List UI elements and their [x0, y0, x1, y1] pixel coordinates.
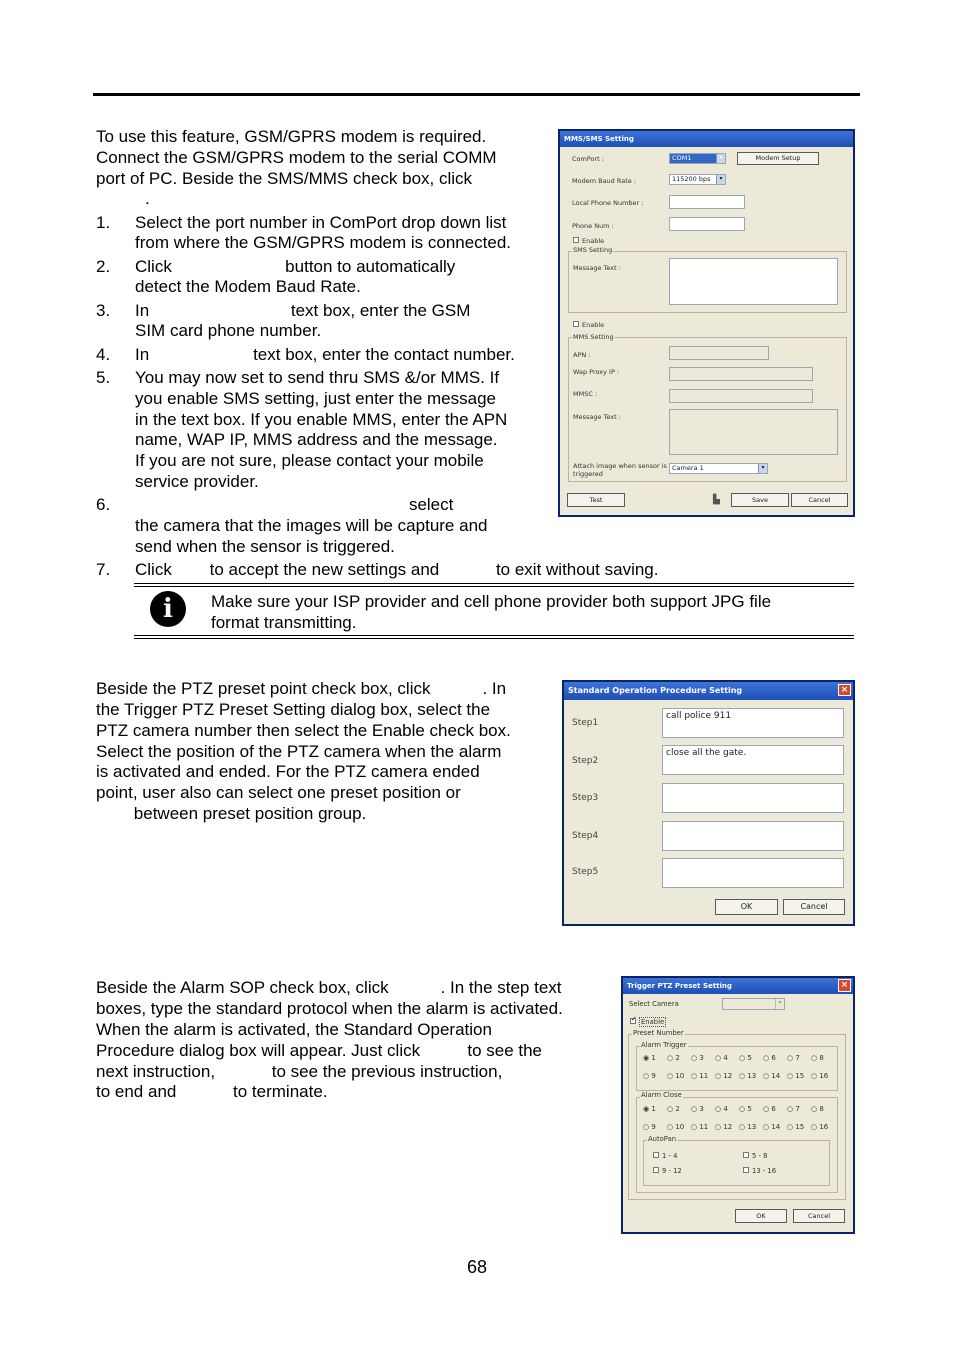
camera-value: Camera 1 — [672, 464, 704, 472]
preset-radio[interactable] — [787, 1123, 804, 1131]
preset-radio[interactable] — [715, 1123, 732, 1131]
wap-proxy-input[interactable] — [669, 367, 813, 381]
step-line: you enable SMS setting, just enter the message — [135, 389, 496, 408]
step-label: Step3 — [572, 793, 599, 803]
comport-select[interactable] — [669, 153, 726, 164]
preset-radio[interactable] — [667, 1123, 684, 1131]
radio-label: 2 — [675, 1054, 680, 1062]
paragraph-line: next instruction, to see the previous instruction, — [96, 1062, 503, 1081]
preset-radio[interactable] — [667, 1054, 680, 1062]
radio-icon: ○ — [763, 1054, 772, 1062]
radio-icon: ○ — [763, 1072, 772, 1080]
step-line: SIM card phone number. — [135, 321, 322, 340]
step-line: service provider. — [135, 472, 259, 491]
autopan-checkbox[interactable] — [653, 1167, 659, 1173]
radio-label: 7 — [795, 1054, 800, 1062]
dialog-title: MMS/SMS Setting — [560, 131, 853, 147]
camera-select[interactable] — [669, 463, 768, 474]
preset-radio[interactable] — [691, 1072, 708, 1080]
select-camera-label: Select Camera — [629, 1000, 679, 1008]
step-line: from where the GSM/GPRS modem is connected. — [135, 233, 512, 252]
attach-label: Attach image when sensor is — [573, 462, 667, 470]
close-icon[interactable]: × — [838, 979, 851, 992]
preset-radio[interactable] — [739, 1123, 756, 1131]
radio-icon: ○ — [739, 1054, 748, 1062]
step-input[interactable]: call police 911 — [662, 708, 844, 738]
radio-label: 6 — [771, 1105, 776, 1113]
paragraph-line: point, user also can select one preset position or — [96, 783, 461, 802]
comport-label: ComPort : — [572, 155, 604, 163]
radio-icon: ○ — [739, 1105, 748, 1113]
radio-label: 16 — [819, 1072, 829, 1080]
radio-icon: ○ — [811, 1054, 820, 1062]
preset-radio[interactable] — [715, 1105, 728, 1113]
preset-radio[interactable] — [643, 1054, 656, 1062]
step-line: send when the sensor is triggered. — [135, 537, 395, 556]
note-rule-top-inner — [134, 586, 854, 587]
autopan-label: AutoPan — [648, 1135, 677, 1143]
intro-line: port of PC. Beside the SMS/MMS check box, click — [96, 169, 473, 188]
step-line: Select the port number in ComPort drop down list — [135, 213, 507, 232]
radio-icon: ○ — [667, 1105, 676, 1113]
local-phone-label: Local Phone Number : — [572, 199, 644, 207]
radio-icon: ○ — [643, 1072, 652, 1080]
step-line: name, WAP IP, MMS address and the message. — [135, 430, 498, 449]
step-line: select — [135, 495, 454, 514]
radio-label: 15 — [795, 1072, 805, 1080]
check-icon: ✓ — [631, 1015, 637, 1023]
chevron-down-icon: ▾ — [716, 154, 725, 163]
modem-setup-button[interactable]: Modem Setup — [737, 152, 819, 165]
note-line: format transmitting. — [211, 613, 357, 632]
info-icon: i — [150, 591, 186, 627]
radio-label: 3 — [699, 1105, 704, 1113]
step-label: Step1 — [572, 718, 599, 728]
autopan-group — [643, 1140, 830, 1186]
note-rule-bottom-inner — [134, 638, 854, 639]
preset-radio[interactable] — [715, 1072, 732, 1080]
note-rule-bottom — [134, 635, 854, 636]
step-number: 7. — [96, 560, 111, 579]
preset-radio[interactable] — [811, 1072, 828, 1080]
preset-radio[interactable] — [739, 1054, 752, 1062]
radio-icon: ○ — [787, 1105, 796, 1113]
cancel-button[interactable]: Cancel — [783, 899, 845, 915]
step-line: In text box, enter the contact number. — [135, 345, 515, 364]
sms-message-textarea[interactable] — [669, 258, 838, 305]
mms-enable-checkbox[interactable] — [573, 321, 579, 327]
radio-icon: ○ — [667, 1123, 676, 1131]
step-line: If you are not sure, please contact your mobile — [135, 451, 484, 470]
step-line: detect the Modem Baud Rate. — [135, 277, 361, 296]
radio-label: 12 — [723, 1123, 733, 1131]
preset-radio[interactable] — [715, 1054, 728, 1062]
preset-radio[interactable] — [811, 1105, 824, 1113]
radio-label: 13 — [747, 1072, 757, 1080]
radio-icon: ○ — [691, 1054, 700, 1062]
radio-label: 5 — [747, 1054, 752, 1062]
paragraph-line: PTZ camera number then select the Enable check box. — [96, 721, 511, 740]
paragraph-line: to end and to terminate. — [96, 1082, 328, 1101]
step-input[interactable] — [662, 821, 844, 851]
step-number: 2. — [96, 257, 111, 276]
sms-enable-checkbox[interactable] — [573, 237, 579, 243]
baud-label: Modem Baud Rate : — [572, 177, 637, 185]
autopan-checkbox[interactable] — [743, 1152, 749, 1158]
autopan-item-label: 13 - 16 — [752, 1167, 777, 1175]
radio-selected-icon: ◉ — [643, 1054, 652, 1062]
chevron-down-icon: ▾ — [758, 464, 767, 473]
preset-radio[interactable] — [643, 1072, 656, 1080]
preset-radio[interactable] — [763, 1123, 780, 1131]
paragraph-line: the Trigger PTZ Preset Setting dialog box, select the — [96, 700, 491, 719]
radio-label: 16 — [819, 1123, 829, 1131]
preset-radio[interactable] — [787, 1105, 800, 1113]
radio-icon: ○ — [763, 1105, 772, 1113]
step-label: Step4 — [572, 831, 599, 841]
step-number: 3. — [96, 301, 111, 320]
intro-line: . — [145, 189, 150, 208]
preset-radio[interactable] — [691, 1054, 704, 1062]
radio-icon: ○ — [787, 1123, 796, 1131]
alarm-close-label: Alarm Close — [641, 1091, 682, 1099]
autopan-checkbox[interactable] — [653, 1152, 659, 1158]
preset-radio[interactable] — [739, 1072, 756, 1080]
radio-label: 11 — [699, 1072, 709, 1080]
radio-label: 5 — [747, 1105, 752, 1113]
preset-radio[interactable] — [643, 1123, 656, 1131]
radio-label: 14 — [771, 1072, 781, 1080]
radio-icon: ○ — [667, 1072, 676, 1080]
intro-line: Connect the GSM/GPRS modem to the serial COMM — [96, 148, 497, 167]
enable-label: Enable — [641, 1018, 665, 1026]
radio-icon: ○ — [739, 1123, 748, 1131]
attach-label-cont: triggered — [573, 470, 603, 478]
step-line: Click to accept the new settings and to exit without saving. — [135, 560, 659, 579]
radio-label: 15 — [795, 1123, 805, 1131]
alarm-trigger-label: Alarm Trigger — [641, 1041, 687, 1049]
paragraph-line: When the alarm is activated, the Standard Operation — [96, 1020, 492, 1039]
step-line: Click button to automatically — [135, 257, 456, 276]
radio-label: 7 — [795, 1105, 800, 1113]
preset-radio[interactable] — [691, 1123, 708, 1131]
step-input[interactable] — [662, 858, 844, 888]
preset-radio[interactable] — [667, 1072, 684, 1080]
baud-select[interactable] — [669, 174, 726, 185]
preset-radio[interactable] — [739, 1105, 752, 1113]
intro-line: To use this feature, GSM/GPRS modem is required. — [96, 127, 487, 146]
preset-radio[interactable] — [763, 1072, 780, 1080]
radio-label: 2 — [675, 1105, 680, 1113]
radio-icon: ○ — [811, 1123, 820, 1131]
preset-radio[interactable] — [787, 1054, 800, 1062]
radio-icon: ○ — [763, 1123, 772, 1131]
step-input[interactable]: close all the gate. — [662, 745, 844, 775]
disk-icon: ▙ — [713, 495, 720, 505]
step-line: in the text box. If you enable MMS, enter the APN — [135, 410, 508, 429]
paragraph-line: boxes, type the standard protocol when the alarm is activated. — [96, 999, 563, 1018]
radio-icon: ○ — [691, 1105, 700, 1113]
local-phone-input[interactable] — [669, 195, 745, 209]
dialog-title: Standard Operation Procedure Setting — [564, 682, 853, 700]
sop-dialog — [562, 680, 855, 926]
message-text-label: Message Text : — [573, 264, 621, 272]
radio-label: 12 — [723, 1072, 733, 1080]
sms-enable-label: Enable — [582, 237, 605, 245]
cancel-button[interactable]: Cancel — [793, 1209, 845, 1223]
radio-icon: ○ — [811, 1072, 820, 1080]
page-number: 68 — [466, 1257, 488, 1277]
step-line: You may now set to send thru SMS &/or MMS. If — [135, 368, 500, 387]
header-rule — [93, 93, 860, 96]
comport-value: COM1 — [672, 154, 692, 162]
chevron-down-icon: ▾ — [775, 999, 784, 1009]
step-label: Step5 — [572, 867, 599, 877]
apn-input[interactable] — [669, 346, 769, 360]
preset-radio[interactable] — [811, 1054, 824, 1062]
radio-label: 10 — [675, 1072, 685, 1080]
phone-num-label: Phone Num : — [572, 222, 614, 230]
step-label: Step2 — [572, 756, 599, 766]
step-line: the camera that the images will be capture and — [135, 516, 488, 535]
radio-label: 1 — [651, 1105, 656, 1113]
radio-label: 14 — [771, 1123, 781, 1131]
alarm-trigger-group — [636, 1046, 838, 1091]
radio-label: 9 — [651, 1072, 656, 1080]
mms-group-label: MMS Setting — [573, 333, 614, 341]
radio-icon: ○ — [691, 1072, 700, 1080]
radio-icon: ○ — [787, 1072, 796, 1080]
sms-group-label: SMS Setting — [573, 246, 613, 254]
preset-radio[interactable] — [643, 1105, 656, 1113]
radio-label: 11 — [699, 1123, 709, 1131]
radio-icon: ○ — [691, 1123, 700, 1131]
mms-message-label: Message Text : — [573, 413, 621, 421]
ok-button[interactable]: OK — [715, 899, 778, 915]
radio-icon: ○ — [811, 1105, 820, 1113]
preset-radio[interactable] — [763, 1105, 776, 1113]
autopan-item-label: 1 - 4 — [662, 1152, 678, 1160]
test-button[interactable]: Test — [567, 493, 625, 507]
radio-label: 4 — [723, 1105, 728, 1113]
ptz-preset-dialog — [621, 976, 855, 1234]
preset-radio[interactable] — [667, 1105, 680, 1113]
step-number: 4. — [96, 345, 111, 364]
radio-icon: ○ — [715, 1072, 724, 1080]
step-input[interactable] — [662, 783, 844, 813]
select-camera-dropdown[interactable] — [722, 998, 785, 1010]
chevron-down-icon: ▾ — [716, 175, 725, 184]
autopan-item-label: 5 - 8 — [752, 1152, 768, 1160]
radio-label: 13 — [747, 1123, 757, 1131]
paragraph-line: Select the position of the PTZ camera when the alarm — [96, 742, 502, 761]
close-icon[interactable]: × — [838, 684, 851, 696]
paragraph-line: between preset position group. — [96, 804, 367, 823]
radio-icon: ○ — [715, 1123, 724, 1131]
apn-label: APN : — [573, 351, 591, 359]
autopan-item-label: 9 - 12 — [662, 1167, 682, 1175]
preset-radio[interactable] — [787, 1072, 804, 1080]
paragraph-line: Beside the Alarm SOP check box, click . In the step text — [96, 978, 562, 997]
radio-icon: ○ — [715, 1105, 724, 1113]
mms-message-textarea[interactable] — [669, 409, 838, 455]
paragraph-line: Procedure dialog box will appear. Just click to see the — [96, 1041, 543, 1060]
radio-label: 1 — [651, 1054, 656, 1062]
radio-label: 9 — [651, 1123, 656, 1131]
cancel-button[interactable]: Cancel — [791, 493, 848, 507]
ok-button[interactable]: OK — [735, 1209, 787, 1223]
dialog-title: Trigger PTZ Preset Setting — [623, 978, 853, 994]
step-number: 1. — [96, 213, 111, 232]
radio-icon: ○ — [739, 1072, 748, 1080]
mms-enable-label: Enable — [582, 321, 605, 329]
note-line: Make sure your ISP provider and cell phone provider both support JPG file — [211, 592, 772, 611]
radio-label: 3 — [699, 1054, 704, 1062]
radio-icon: ○ — [715, 1054, 724, 1062]
radio-label: 8 — [819, 1054, 824, 1062]
step-number: 5. — [96, 368, 111, 387]
preset-radio[interactable] — [763, 1054, 776, 1062]
preset-radio[interactable] — [811, 1123, 828, 1131]
radio-icon: ○ — [643, 1123, 652, 1131]
step-line: In text box, enter the GSM — [135, 301, 471, 320]
save-button[interactable]: Save — [731, 493, 789, 507]
mmsc-input[interactable] — [669, 389, 813, 403]
radio-label: 10 — [675, 1123, 685, 1131]
autopan-checkbox[interactable] — [743, 1167, 749, 1173]
radio-label: 8 — [819, 1105, 824, 1113]
note-rule-top — [134, 583, 854, 584]
preset-radio[interactable] — [691, 1105, 704, 1113]
radio-icon: ○ — [787, 1054, 796, 1062]
radio-label: 6 — [771, 1054, 776, 1062]
step-number: 6. — [96, 495, 111, 514]
phone-num-input[interactable] — [669, 217, 745, 231]
mmsc-label: MMSC : — [573, 390, 598, 398]
radio-label: 4 — [723, 1054, 728, 1062]
radio-selected-icon: ◉ — [643, 1105, 652, 1113]
radio-icon: ○ — [667, 1054, 676, 1062]
mms-sms-dialog — [558, 129, 855, 517]
preset-group-label: Preset Number — [633, 1029, 684, 1037]
paragraph-line: is activated and ended. For the PTZ camera ended — [96, 762, 480, 781]
paragraph-line: Beside the PTZ preset point check box, click . In — [96, 679, 507, 698]
baud-value: 115200 bps — [672, 175, 711, 183]
wap-proxy-label: Wap Proxy IP : — [573, 368, 620, 376]
